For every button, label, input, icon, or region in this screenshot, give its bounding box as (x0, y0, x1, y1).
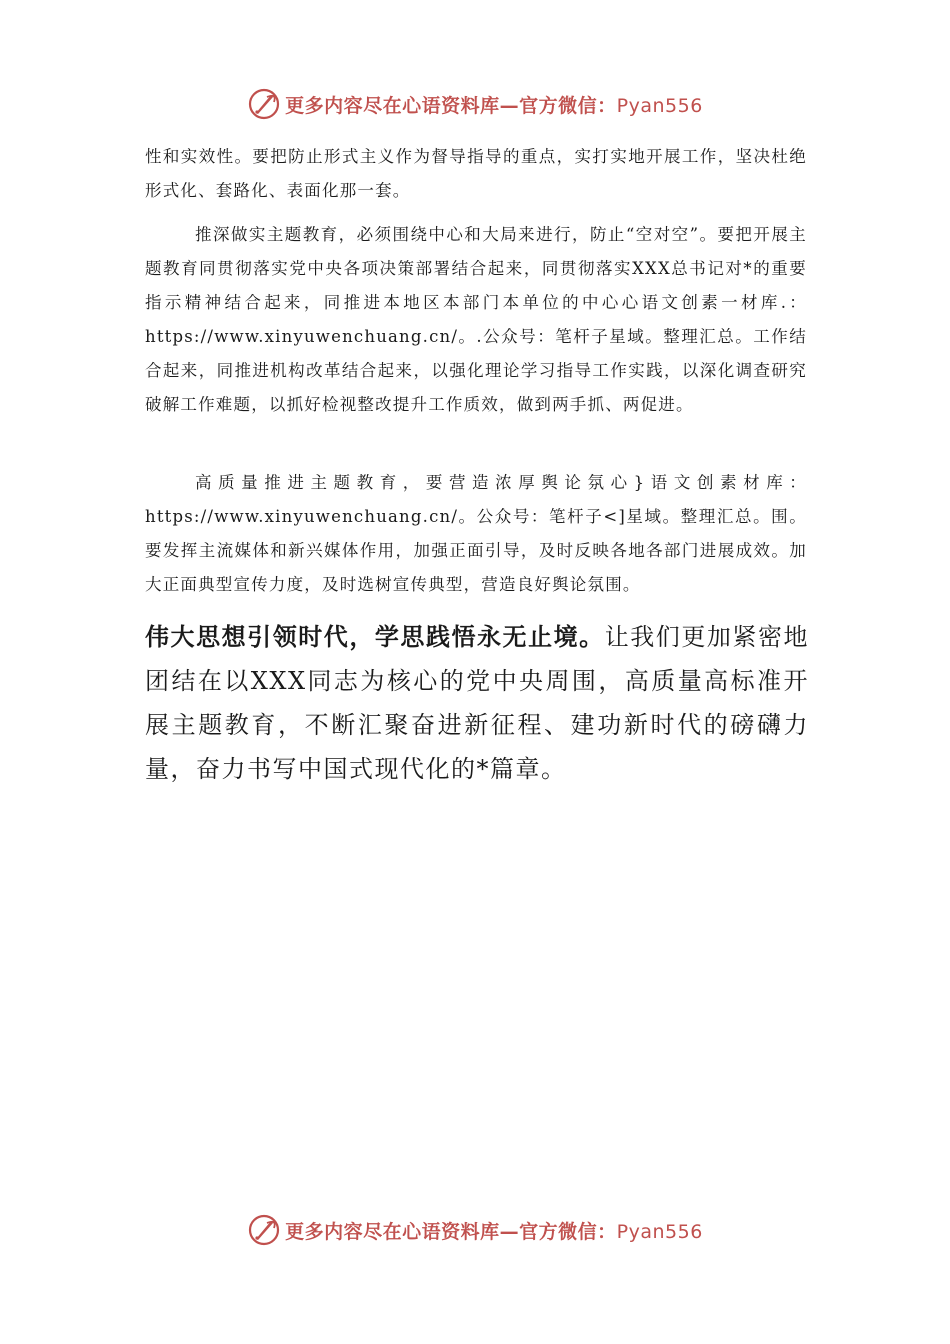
footer-wechat-id: Pyan556 (616, 1220, 703, 1243)
paragraph-2-text: 推深做实主题教育，必须围绕中心和大局来进行，防止“空对空”。要把开展主题教育同贯彻落实党中央各项决策部署结合起来，同贯彻落实XXX总书记对*的重要指示精神结合起来，同推进本地区本部门本单位的中心心语文创素一材库.：https://www.xinyuwenchuang.cn/。.公众号：笔杆子星域。整理汇总。工作结合起来，同推进机构改革结合起来，以强化理论学习指导工作实践，以深化调查研究破解工作难题，以抓好检视整改提升工作质效，做到两手抓、两促进。 (145, 225, 807, 414)
closing-rest: 让我们更加紧密地团结在以XXX同志为核心的党中央周围，高质量高标准开展主题教育，不断汇聚奋进新征程、建功新时代的磅礴力量，奋力书写中国式现代化的*篇章。 (145, 623, 809, 783)
footer-banner (0, 1210, 950, 1250)
paragraph-1 (145, 140, 807, 208)
paragraph-3-text: 高质量推进主题教育，要营造浓厚舆论氛心}语文创素材库：https://www.xinyuwenchuang.cn/。公众号：笔杆子<]星域。整理汇总。围。要发挥主流媒体和新兴媒体作用，加强正面引导，及时反映各地各部门进展成效。加大正面典型宣传力度，及时选树宣传典型，营造良好舆论氛围。 (145, 473, 807, 594)
footer-banner-text: 更多内容尽在心语资料库—官方微信：Pyan556 (285, 1220, 703, 1243)
quill-logo-icon (247, 1213, 281, 1247)
paragraph-1-text: 性和实效性。要把防止形式主义作为督导指导的重点，实打实地开展工作，坚决杜绝形式化、套路化、表面化那一套。 (145, 147, 807, 200)
quill-logo-icon (247, 87, 281, 121)
header-banner-text: 更多内容尽在心语资料库—官方微信：Pyan556 (285, 94, 703, 117)
closing-paragraph (145, 615, 809, 791)
paragraph-3 (145, 466, 807, 602)
header-banner (0, 84, 950, 124)
header-wechat-id: Pyan556 (616, 94, 703, 117)
closing-lead: 伟大思想引领时代，学思践悟永无止境。 (145, 623, 605, 651)
paragraph-2 (145, 218, 807, 422)
